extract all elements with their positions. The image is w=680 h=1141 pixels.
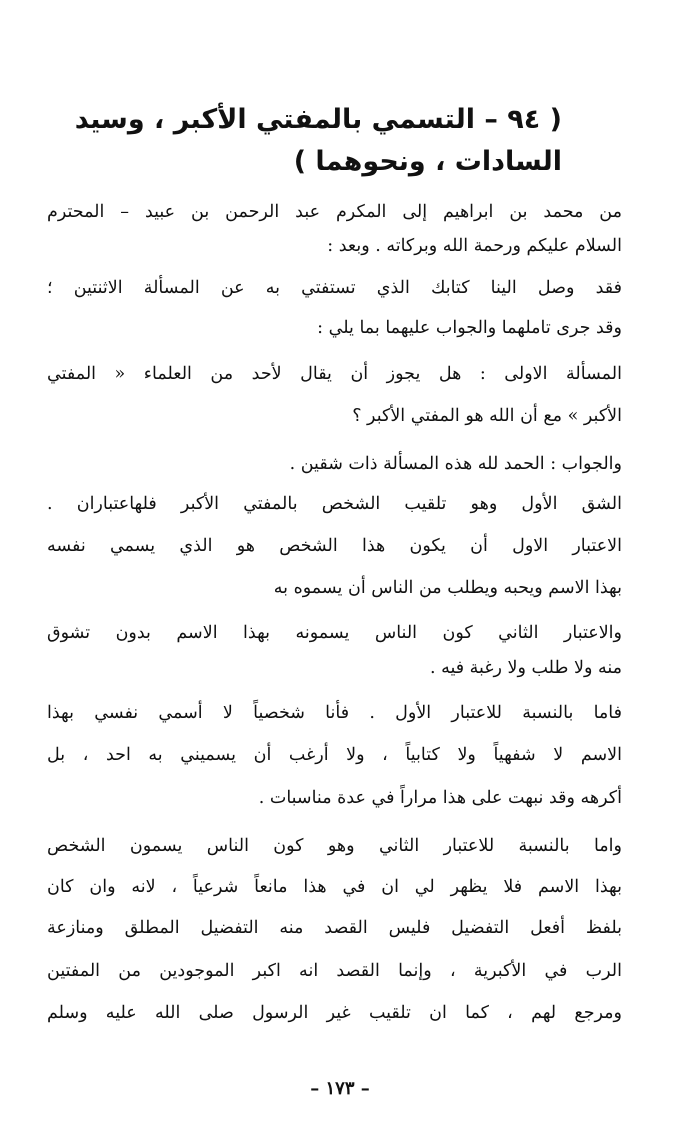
text-line-13: فاما بالنسبة للاعتبار الأول . فأنا شخصياً لا أسمي نفسي بهذا <box>47 703 622 723</box>
text-line-16: واما بالنسبة للاعتبار الثاني وهو كون الناس يسمون الشخص <box>47 836 622 856</box>
text-line-10: بهذا الاسم ويحبه ويطلب من الناس أن يسموه به <box>273 578 622 598</box>
section-heading-line-2: السادات ، ونحوهما ) <box>293 146 562 177</box>
page-number: – ١٧٣ – <box>310 1078 370 1099</box>
text-line-4: وقد جرى تاملهما والجواب عليهما بما يلي : <box>317 318 622 338</box>
text-line-18: بلفظ أفعل التفضيل فليس القصد منه التفضيل المطلق ومنازعة <box>47 918 622 938</box>
text-line-5: المسألة الاولى : هل يجوز أن يقال لأحد من العلماء « المفتي <box>47 364 622 384</box>
text-line-7: والجواب : الحمد لله هذه المسألة ذات شقين . <box>289 454 622 474</box>
text-line-8: الشق الأول وهو تلقيب الشخص بالمفتي الأكبر فلهاعتباران . <box>47 494 622 514</box>
text-line-2: السلام عليكم ورحمة الله وبركاته . وبعد : <box>327 236 622 256</box>
text-line-17: بهذا الاسم فلا يظهر لي ان في هذا مانعاً شرعياً ، لانه وان كان <box>47 877 622 897</box>
text-line-11: والاعتبار الثاني كون الناس يسمونه بهذا الاسم بدون تشوق <box>47 623 622 643</box>
text-line-19: الرب في الأكبرية ، وإنما القصد انه اكبر الموجودين من المفتين <box>47 961 622 981</box>
text-line-6: الأكبر » مع أن الله هو المفتي الأكبر ؟ <box>352 406 622 426</box>
text-line-15: أكرهه وقد نبهت على هذا مراراً في عدة مناسبات . <box>258 788 622 808</box>
section-heading-line-1: ( ٩٤ – التسمي بالمفتي الأكبر ، وسيد <box>74 104 562 135</box>
text-line-1: من محمد بن ابراهيم إلى المكرم عبد الرحمن بن عبيد – المحترم <box>47 202 622 222</box>
text-line-20: ومرجع لهم ، كما ان تلقيب غير الرسول صلى الله عليه وسلم <box>47 1003 622 1023</box>
text-line-3: فقد وصل الينا كتابك الذي تستفتي به عن المسألة الاثنتين ؛ <box>47 278 622 298</box>
text-line-14: الاسم لا شفهياً ولا كتابياً ، ولا أرغب أن يسميني به احد ، بل <box>47 745 622 765</box>
text-line-12: منه ولا طلب ولا رغبة فيه . <box>429 658 622 678</box>
text-line-9: الاعتبار الاول أن يكون هذا الشخص هو الذي يسمي نفسه <box>47 536 622 556</box>
